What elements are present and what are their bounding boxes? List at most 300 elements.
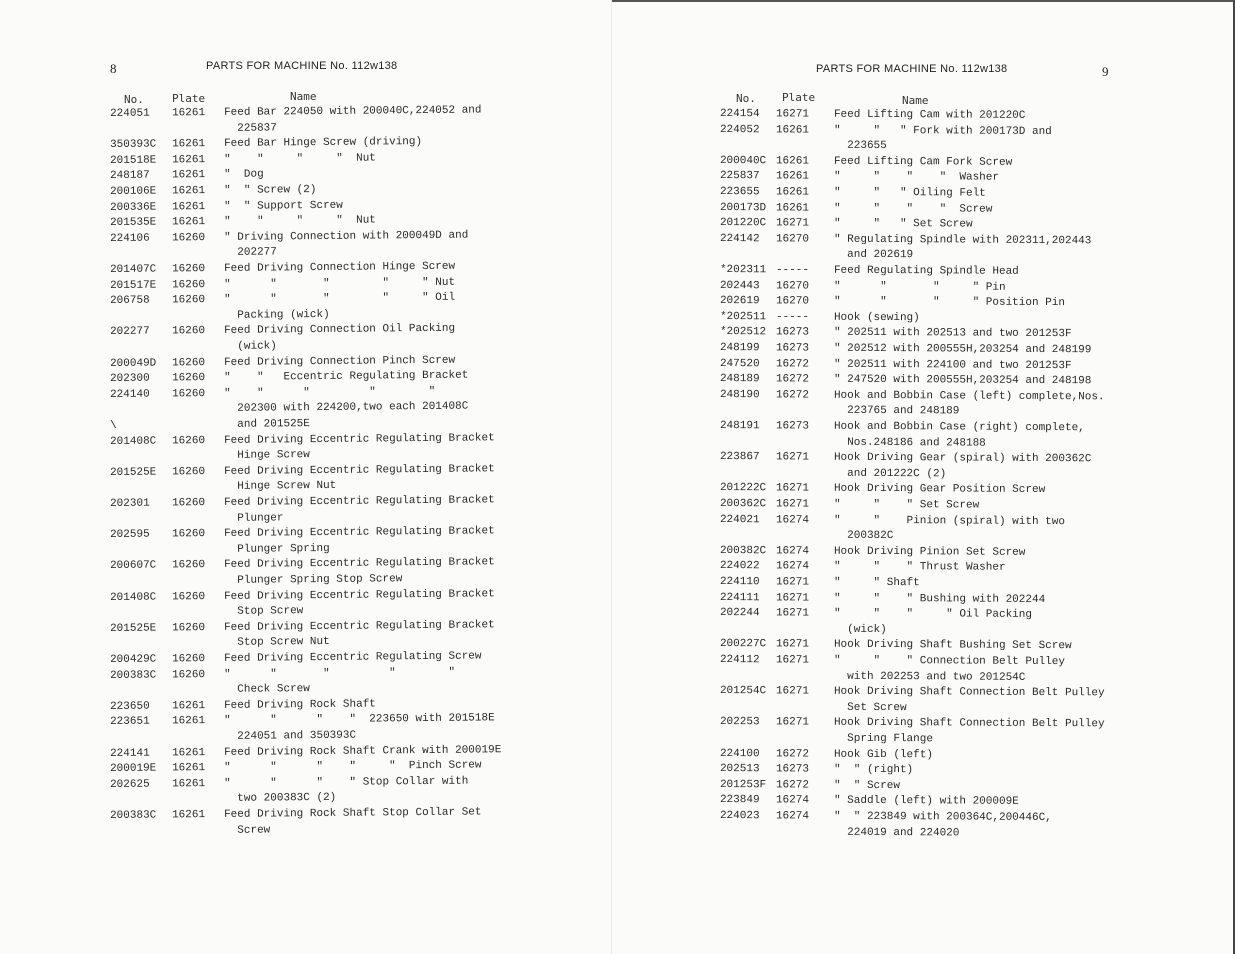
part-number: 200607C bbox=[110, 559, 157, 573]
part-number: 224022 bbox=[719, 560, 760, 573]
list-item bbox=[110, 228, 570, 245]
part-number: 200173D bbox=[719, 201, 767, 214]
part-name: Hook Driving Shaft Connection Belt Pulley bbox=[833, 717, 1105, 731]
plate-number: 16274 bbox=[775, 545, 810, 558]
part-name: Feed Lifting Cam Fork Screw bbox=[833, 155, 1013, 169]
plate-number: 16260 bbox=[171, 465, 206, 479]
part-number: 350393C bbox=[110, 138, 157, 152]
part-name: Plunger bbox=[223, 511, 284, 525]
list-item bbox=[110, 197, 570, 214]
plate-number: 16261 bbox=[171, 107, 206, 120]
part-name: 223655 bbox=[833, 139, 887, 153]
part-number: 201407C bbox=[110, 263, 157, 276]
part-name: Hook Driving Gear (spiral) with 200362C bbox=[833, 451, 1092, 466]
part-name: Feed Bar 224050 with 200040C,224052 and bbox=[223, 104, 482, 119]
part-name: Hook (sewing) bbox=[833, 311, 920, 325]
plate-number: 16271 bbox=[775, 607, 810, 620]
plate-number: ----- bbox=[775, 311, 810, 324]
column-header-no: No. bbox=[124, 93, 144, 106]
part-number: 248189 bbox=[719, 373, 760, 386]
part-number: *202311 bbox=[719, 264, 767, 277]
plate-number: 16272 bbox=[775, 357, 810, 371]
part-name: " " " Oiling Felt bbox=[833, 186, 986, 200]
plate-number: 16271 bbox=[775, 498, 810, 511]
list-item bbox=[110, 743, 570, 760]
part-number: 202300 bbox=[110, 372, 150, 386]
part-number: 202625 bbox=[110, 778, 150, 791]
plate-number: 16260 bbox=[171, 387, 206, 401]
part-number: 202595 bbox=[110, 528, 150, 542]
list-item bbox=[110, 556, 570, 573]
list-item bbox=[720, 716, 1180, 732]
part-name: " Dog bbox=[223, 168, 264, 182]
plate-number: 16260 bbox=[171, 231, 206, 245]
plate-number: 16260 bbox=[171, 653, 206, 666]
part-name: Feed Driving Eccentric Regulating Bracket bbox=[223, 587, 495, 603]
part-name: Hook Gib (left) bbox=[833, 748, 934, 761]
part-name: " " " Connection Belt Pulley bbox=[833, 654, 1066, 669]
list-item bbox=[110, 104, 570, 121]
list-item bbox=[110, 447, 570, 464]
part-number: 200227C bbox=[719, 638, 767, 651]
list-item bbox=[110, 431, 570, 448]
part-number: *202512 bbox=[719, 326, 767, 339]
part-number: 202443 bbox=[719, 279, 760, 292]
list-item bbox=[110, 665, 570, 682]
part-name: Spring Flange bbox=[833, 732, 934, 746]
part-name: " " " " " Nut bbox=[223, 276, 456, 291]
list-item bbox=[110, 618, 570, 635]
plate-number: 16260 bbox=[171, 590, 206, 603]
plate-number: 16260 bbox=[171, 559, 206, 572]
list-item bbox=[110, 384, 570, 401]
part-name: " " " " Oil Packing bbox=[833, 607, 1033, 622]
list-item bbox=[110, 291, 570, 308]
list-item bbox=[110, 728, 570, 745]
part-number: 224112 bbox=[719, 654, 760, 667]
part-name: Hook Driving Shaft Connection Belt Pulley bbox=[833, 685, 1105, 700]
part-number: 224111 bbox=[719, 591, 760, 604]
list-item bbox=[110, 587, 570, 604]
part-name: Stop Screw Nut bbox=[223, 636, 330, 650]
part-number: 224023 bbox=[719, 810, 760, 823]
part-name: " " " " Screw bbox=[833, 202, 993, 216]
part-name: " " " " Position Pin bbox=[833, 295, 1066, 310]
part-name: " 247520 with 200555H,203254 and 248198 bbox=[833, 373, 1092, 388]
part-name: Hook Driving Gear Position Screw bbox=[833, 483, 1046, 497]
part-name: " " " " " bbox=[223, 385, 436, 400]
plate-number: 16261 bbox=[171, 153, 206, 167]
plate-number: 16261 bbox=[171, 185, 206, 198]
list-item bbox=[720, 826, 1180, 842]
part-number: 224110 bbox=[719, 576, 760, 589]
part-number: 201222C bbox=[719, 482, 767, 495]
list-item bbox=[110, 790, 570, 807]
plate-number: 16261 bbox=[775, 201, 810, 215]
plate-number: 16271 bbox=[775, 217, 810, 230]
part-name: 200382C bbox=[833, 529, 894, 543]
part-number: 200336E bbox=[110, 201, 157, 214]
list-item bbox=[720, 326, 1180, 342]
part-name: 202277 bbox=[223, 246, 277, 260]
plate-number: 16273 bbox=[775, 420, 810, 433]
plate-number: 16260 bbox=[171, 668, 206, 681]
part-name: Feed Lifting Cam with 201220C bbox=[833, 108, 1026, 122]
part-number: 224052 bbox=[719, 123, 760, 136]
page-number: 9 bbox=[1102, 64, 1109, 79]
list-item bbox=[720, 654, 1180, 670]
plate-number: 16274 bbox=[775, 513, 810, 527]
part-name: " Regulating Spindle with 202311,202443 bbox=[833, 233, 1092, 248]
part-name: (wick) bbox=[833, 623, 887, 636]
part-name: " 202512 with 200555H,203254 and 248199 bbox=[833, 342, 1092, 357]
part-name: and 201222C (2) bbox=[833, 467, 947, 481]
plate-number: 16260 bbox=[171, 356, 206, 369]
part-name: 223765 and 248189 bbox=[833, 405, 960, 418]
list-item bbox=[110, 213, 570, 230]
list-item bbox=[720, 592, 1180, 608]
plate-number: 16271 bbox=[775, 638, 810, 651]
part-name: " " 223849 with 200364C,200446C, bbox=[833, 810, 1052, 825]
plate-number: 16274 bbox=[775, 810, 810, 823]
plate-number: 16260 bbox=[171, 621, 206, 635]
list-item bbox=[110, 260, 570, 277]
part-name: Stop Screw bbox=[223, 605, 304, 619]
list-item bbox=[110, 135, 570, 152]
part-name: " " (right) bbox=[833, 763, 914, 777]
part-name: Hook and Bobbin Case (right) complete, bbox=[833, 420, 1085, 435]
list-item bbox=[720, 186, 1180, 202]
plate-number: ----- bbox=[775, 264, 810, 277]
part-name: Set Screw bbox=[833, 701, 907, 714]
part-name: " " " " Nut bbox=[223, 214, 376, 229]
part-number: *202511 bbox=[719, 310, 767, 324]
list-item bbox=[720, 311, 1180, 327]
part-name: with 202253 and two 201254C bbox=[833, 670, 1026, 684]
list-item bbox=[110, 634, 570, 651]
list-item bbox=[110, 494, 570, 511]
part-number: 223655 bbox=[719, 186, 760, 199]
part-name: " 202511 with 224100 and two 201253F bbox=[833, 358, 1072, 372]
plate-number: 16261 bbox=[171, 216, 206, 229]
part-name: Feed Driving Eccentric Regulating Bracket bbox=[223, 525, 495, 541]
list-item bbox=[110, 696, 570, 713]
part-name: " " Eccentric Regulating Bracket bbox=[223, 369, 469, 385]
part-number: 223650 bbox=[110, 700, 150, 713]
list-item bbox=[720, 373, 1180, 389]
plate-number: 16261 bbox=[171, 809, 206, 822]
part-number: 223867 bbox=[719, 451, 760, 464]
part-name: " " " Fork with 200173D and bbox=[833, 124, 1052, 138]
list-item bbox=[720, 670, 1180, 686]
part-number: 224154 bbox=[719, 108, 760, 121]
plate-number: 16261 bbox=[171, 200, 206, 213]
list-item bbox=[720, 810, 1180, 826]
part-name: " " Screw bbox=[833, 779, 901, 792]
list-item bbox=[720, 358, 1180, 374]
list-item bbox=[720, 108, 1180, 124]
plate-number: 16261 bbox=[171, 138, 206, 151]
part-name: Nos.248186 and 248188 bbox=[833, 436, 986, 450]
list-item bbox=[110, 525, 570, 542]
list-item bbox=[720, 482, 1180, 498]
part-number: 201408C bbox=[110, 591, 157, 604]
part-name: " " " " Nut bbox=[223, 152, 376, 166]
list-item bbox=[720, 607, 1180, 623]
list-item bbox=[110, 774, 570, 791]
list-item bbox=[110, 603, 570, 620]
part-name: and 201525E bbox=[223, 418, 310, 431]
part-name: " " " Set Screw bbox=[833, 498, 980, 512]
list-item bbox=[720, 498, 1180, 514]
page-header: PARTS FOR MACHINE No. 112w138 bbox=[206, 60, 398, 72]
part-number: 201518E bbox=[110, 154, 157, 167]
part-number: 201525E bbox=[110, 622, 157, 635]
plate-number: 16260 bbox=[171, 497, 206, 510]
part-name: " " " " Stop Collar with bbox=[223, 775, 469, 790]
part-name: Feed Driving Eccentric Regulating Bracket bbox=[223, 619, 495, 634]
list-item bbox=[720, 467, 1180, 483]
part-name: Feed Driving Eccentric Regulating Bracket bbox=[223, 463, 495, 478]
list-item bbox=[110, 540, 570, 557]
part-name: " " " " " Oil bbox=[223, 291, 456, 307]
part-name: " " " " Pin bbox=[833, 280, 1006, 294]
part-name: " " " " Washer bbox=[833, 171, 1000, 185]
part-number: 201408C bbox=[110, 435, 157, 448]
plate-number: 16271 bbox=[775, 108, 810, 121]
plate-number: 16271 bbox=[775, 654, 810, 667]
list-item bbox=[110, 306, 570, 323]
column-header-plate: Plate bbox=[172, 92, 206, 105]
list-item bbox=[720, 342, 1180, 358]
list-item bbox=[720, 295, 1180, 311]
part-name: " " " " 223650 with 201518E bbox=[223, 712, 495, 728]
part-name: 224019 and 224020 bbox=[833, 826, 960, 840]
plate-number: 16270 bbox=[775, 279, 810, 293]
part-name: Feed Driving Rock Shaft Crank with 200019E bbox=[223, 743, 502, 759]
plate-number: 16274 bbox=[775, 560, 810, 573]
plate-number: 16260 bbox=[171, 263, 206, 276]
part-name: Feed Driving Rock Shaft bbox=[223, 698, 376, 712]
left-page bbox=[0, 0, 612, 954]
list-item bbox=[110, 462, 570, 479]
part-name: " " Support Screw bbox=[223, 199, 343, 213]
list-item bbox=[720, 623, 1180, 639]
part-name: " " " Set Screw bbox=[833, 217, 973, 231]
plate-number: 16261 bbox=[775, 170, 810, 183]
plate-number: 16273 bbox=[775, 326, 810, 339]
part-number: 200383C bbox=[110, 669, 157, 682]
part-name: Hinge Screw bbox=[223, 449, 310, 463]
plate-number: 16261 bbox=[171, 762, 206, 775]
list-item bbox=[110, 244, 570, 261]
plate-number: 16260 bbox=[171, 528, 206, 541]
list-item bbox=[110, 821, 570, 838]
part-number: 224140 bbox=[110, 388, 150, 401]
list-item bbox=[720, 217, 1180, 233]
part-name: Hook Driving Shaft Bushing Set Screw bbox=[833, 639, 1072, 653]
part-name: " 202511 with 202513 and two 201253F bbox=[833, 327, 1072, 341]
part-name: Plunger Spring Stop Screw bbox=[223, 573, 403, 587]
part-name: " " " Thrust Washer bbox=[833, 561, 1006, 575]
plate-number: 16274 bbox=[775, 794, 810, 807]
part-name: 202300 with 224200,two each 201408C bbox=[223, 400, 469, 416]
list-item bbox=[110, 712, 570, 729]
part-name: 225837 bbox=[223, 121, 277, 135]
list-item bbox=[110, 182, 570, 199]
part-number: 248187 bbox=[110, 170, 150, 183]
page-header: PARTS FOR MACHINE No. 112w138 bbox=[816, 63, 1008, 75]
list-item bbox=[110, 509, 570, 526]
part-number: 248199 bbox=[719, 342, 760, 355]
plate-number: 16271 bbox=[775, 591, 810, 605]
list-item bbox=[110, 166, 570, 183]
list-item bbox=[110, 478, 570, 495]
part-number: 201535E bbox=[110, 216, 157, 230]
part-name: " Driving Connection with 200049D and bbox=[223, 229, 469, 244]
column-header-name: Name bbox=[902, 94, 929, 107]
plate-number: 16261 bbox=[171, 715, 206, 728]
plate-number: 16261 bbox=[171, 746, 206, 759]
part-number: 201220C bbox=[719, 217, 767, 230]
part-number: 202513 bbox=[719, 763, 760, 776]
part-name: two 200383C (2) bbox=[223, 792, 337, 806]
plate-number: 16261 bbox=[171, 699, 206, 713]
part-name: " " " Bushing with 202244 bbox=[833, 592, 1046, 606]
part-name: Hook and Bobbin Case (left) complete,Nos. bbox=[833, 389, 1105, 404]
part-number: 202301 bbox=[110, 497, 150, 510]
part-name: " " Screw (2) bbox=[223, 184, 317, 197]
plate-number: 16271 bbox=[775, 451, 810, 464]
plate-number: 16271 bbox=[775, 716, 810, 729]
part-name: Packing (wick) bbox=[223, 308, 330, 322]
part-name: Feed Driving Eccentric Regulating Bracket bbox=[223, 556, 495, 572]
part-number: 200362C bbox=[719, 498, 767, 511]
part-number: 201254C bbox=[719, 685, 767, 698]
list-item bbox=[720, 779, 1180, 795]
column-header-plate: Plate bbox=[782, 91, 816, 104]
part-name: Feed Driving Eccentric Regulating Screw bbox=[223, 650, 482, 665]
part-name: " " " " " bbox=[223, 666, 456, 681]
plate-number: 16260 bbox=[171, 294, 206, 307]
plate-number: 16273 bbox=[775, 342, 810, 355]
part-number: 224141 bbox=[110, 747, 150, 760]
part-number: 201253F bbox=[719, 778, 767, 792]
part-number: 202244 bbox=[719, 607, 760, 620]
plate-number: 16272 bbox=[775, 389, 810, 402]
part-number: 201517E bbox=[110, 279, 157, 292]
plate-number: 16261 bbox=[775, 123, 810, 137]
part-name: Check Screw bbox=[223, 683, 310, 697]
list-item bbox=[110, 759, 570, 776]
list-item bbox=[720, 451, 1180, 467]
list-item bbox=[720, 389, 1180, 405]
part-number: 247520 bbox=[719, 357, 760, 370]
part-number: 248191 bbox=[719, 420, 760, 433]
part-number: 202253 bbox=[719, 716, 760, 729]
part-number: 224142 bbox=[719, 232, 760, 246]
part-number: 224100 bbox=[719, 747, 760, 760]
list-item bbox=[720, 248, 1180, 264]
list-item bbox=[110, 400, 570, 417]
list-item bbox=[720, 545, 1180, 561]
plate-number: 16272 bbox=[775, 373, 810, 386]
part-name: Feed Driving Eccentric Regulating Bracket bbox=[223, 431, 495, 447]
plate-number: 16270 bbox=[775, 295, 810, 308]
list-item bbox=[720, 529, 1180, 545]
list-item bbox=[720, 139, 1180, 155]
part-number: 200049D bbox=[110, 357, 157, 370]
list-item bbox=[110, 416, 570, 433]
part-number: \ bbox=[110, 419, 117, 432]
list-item bbox=[720, 202, 1180, 218]
list-item bbox=[720, 748, 1180, 764]
part-number: 200429C bbox=[110, 653, 157, 666]
list-item bbox=[720, 794, 1180, 810]
plate-number: 16271 bbox=[775, 576, 810, 589]
part-name: Feed Driving Connection Oil Packing bbox=[223, 323, 456, 338]
list-item bbox=[110, 650, 570, 667]
part-name: " " " " " Pinch Screw bbox=[223, 759, 482, 775]
list-item bbox=[110, 353, 570, 370]
list-item bbox=[720, 763, 1180, 779]
plate-number: 16273 bbox=[775, 763, 810, 776]
part-number: 225837 bbox=[719, 170, 760, 183]
part-name: Hinge Screw Nut bbox=[223, 480, 337, 494]
plate-number: 16271 bbox=[775, 482, 810, 495]
part-number: 206758 bbox=[110, 294, 150, 308]
plate-number: 16261 bbox=[171, 169, 206, 182]
list-item bbox=[720, 685, 1180, 701]
part-number: 201525E bbox=[110, 466, 157, 479]
list-item bbox=[720, 560, 1180, 576]
list-item bbox=[110, 338, 570, 355]
plate-number: 16261 bbox=[775, 155, 810, 168]
list-item bbox=[110, 119, 570, 136]
page-number: 8 bbox=[110, 61, 117, 76]
list-item bbox=[720, 233, 1180, 249]
part-number: 200382C bbox=[719, 544, 767, 558]
right-page bbox=[612, 0, 1235, 954]
list-item bbox=[720, 420, 1180, 436]
part-name: (wick) bbox=[223, 340, 277, 353]
part-name: " Saddle (left) with 200009E bbox=[833, 795, 1019, 809]
list-item bbox=[720, 732, 1180, 748]
part-name: and 202619 bbox=[833, 249, 914, 262]
list-item bbox=[720, 514, 1180, 530]
part-name: 224051 and 350393C bbox=[223, 729, 357, 743]
part-number: 200383C bbox=[110, 809, 157, 822]
plate-number: 16260 bbox=[171, 434, 206, 447]
part-number: 224021 bbox=[719, 513, 760, 526]
column-header-name: Name bbox=[290, 90, 317, 103]
part-name: Feed Driving Eccentric Regulating Bracket bbox=[223, 494, 495, 509]
list-item bbox=[110, 150, 570, 167]
part-number: 200106E bbox=[110, 185, 157, 198]
plate-number: 16260 bbox=[171, 278, 206, 291]
part-name: Screw bbox=[223, 824, 271, 837]
plate-number: 16272 bbox=[775, 747, 810, 761]
plate-number: 16260 bbox=[171, 325, 206, 338]
list-item bbox=[720, 404, 1180, 420]
plate-number: 16270 bbox=[775, 233, 810, 246]
list-item bbox=[720, 170, 1180, 186]
plate-number: 16261 bbox=[171, 777, 206, 791]
part-number: 200019E bbox=[110, 762, 157, 776]
list-item bbox=[720, 155, 1180, 171]
part-name: Feed Driving Connection Hinge Screw bbox=[223, 260, 456, 275]
list-item bbox=[720, 264, 1180, 280]
